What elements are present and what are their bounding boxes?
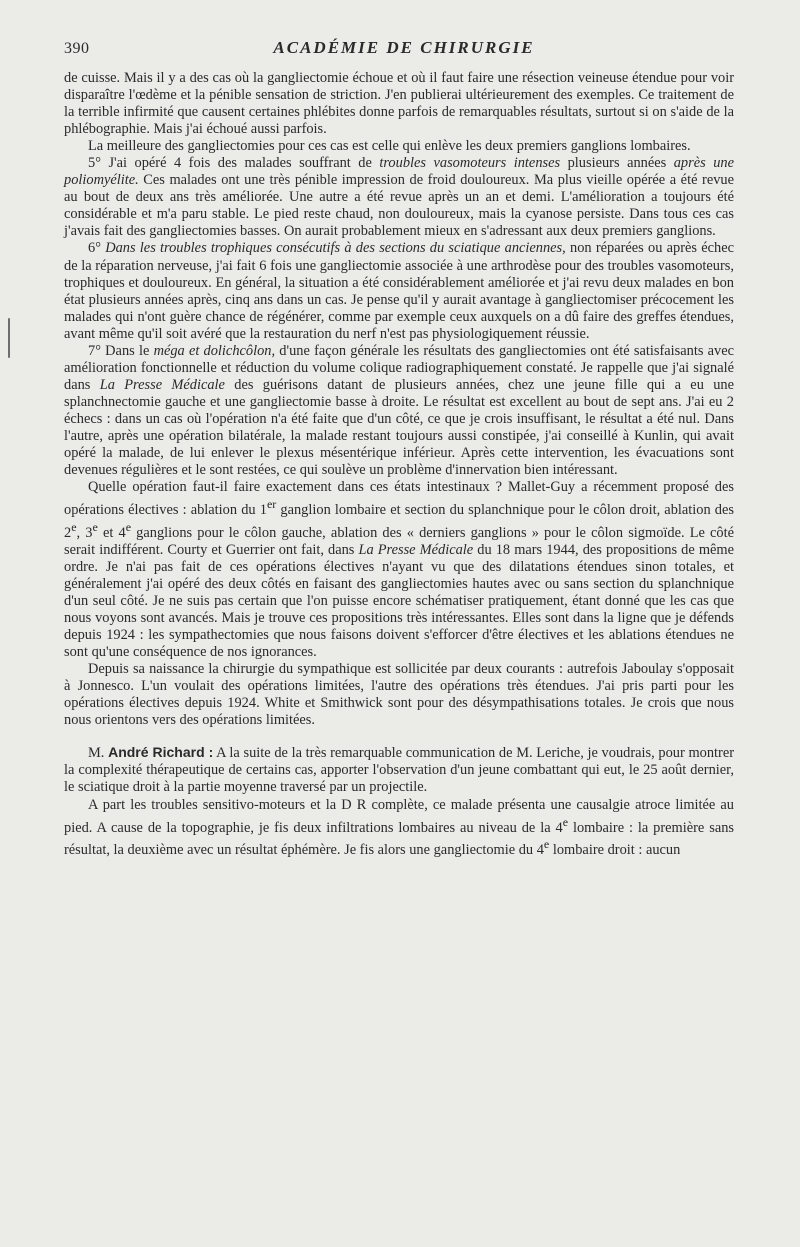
paragraph-8 <box>64 744 734 796</box>
superscript: e <box>92 520 98 535</box>
paragraph-1: de cuisse. Mais il y a des cas où la gangliectomie échoue et où il faut faire une résection veineuse étendue pour voir disparaître l'œdème et la pénible sensation de striction. J'en publierai ultérieurement des exemples. Ce traitement de la terrible infirmité que causent certaines phlébites donne parfois de remarquables résultats, surtout si on s'aide de la phlébographie. Mais j'ai échoué aussi parfois. <box>64 70 734 138</box>
paragraph-9 <box>64 797 734 860</box>
superscript: e <box>543 837 550 852</box>
text-span: 7° Dans le <box>88 342 154 359</box>
text-span: A part les troubles sensitivo-moteurs et la D R complète, ce malade présenta une causalgie atroce limitée au pied. A cause de la topographie, je fis deux infiltrations lombaires au niveau de la 4 <box>64 796 734 836</box>
text-span: lombaire : la première sans résultat, la deuxième avec un résultat éphémère. Je fis alors une gangliectomie du 4 <box>64 819 735 859</box>
speaker-name: André Richard : <box>108 744 214 761</box>
text-span: et 4 <box>97 524 126 541</box>
page-header <box>64 38 744 62</box>
text-span: 5° J'ai opéré 4 fois des malades souffrant de <box>88 155 380 172</box>
page-number: 390 <box>64 40 90 57</box>
text-span: Ces malades ont une très pénible impression de froid douloureux. Ma plus vieille opérée a été revue au bout de deux ans très améliorée. Une autre a été revue après un an et demi. L'amélioration a toujours été considérable et m'a paru stable. Le pied reste chaud, non douloureux, mais la cyanose persiste. Dans tous ces cas j'avais fait des gangliectomies basses. On aurait probablement mieux en s'adressant aux deux premiers ganglions. <box>64 172 734 240</box>
superscript: e <box>562 814 569 829</box>
italic-span: méga et dolichcôlon, <box>153 342 276 359</box>
paragraph-5 <box>64 343 734 479</box>
text-span: non réparées ou après échec de la réparation nerveuse, j'ai fait 6 fois une gangliectomie associée à une arthrodèse pour des troubles vasomoteurs, trophiques et douloureux. En général, la situation a été considérablement améliorée et j'ai revu deux malades en bon état plusieurs années après, cinq ans dans un cas. Je pense qu'il y aurait avantage à gangliectomiser précocement les malades qui n'ont guère chance de régénérer, comme par exemple ceux auxquels on a dû faire des greffes étendues, avant même qu'il soit avéré que la restauration du nerf n'est pas physiologiquement réussie. <box>64 240 734 342</box>
text-span: Quelle opération faut-il faire exactement dans ces états intestinaux ? Mallet-Guy a récemment proposé des opérations électives : ablation du 1 <box>64 479 734 518</box>
text-span: du 18 mars 1944, des propositions de même ordre. Je n'ai pas fait de ces opérations électives n'ayant vu que des dilatations étendues sinon totales, et généralement j'ai opéré des deux côtés en faisant des gangliectomies hautes avec ou sans section du splanchnique d'un seul côté. Je ne suis pas certain que l'on puisse encore schématiser pratiquement, étant donné que les cas que nous voyons sont avancés. Mais je trouve ces propositions très intéressantes. Elles sont dans la ligne que je défends depuis 1924 : les sympathectomies que nous faisons doivent s'efforcer d'être électives et les ablations étendues ne sont qu'une conséquence de nos ignorances. <box>64 541 734 661</box>
paragraph-3 <box>64 155 734 240</box>
italic-span: Dans les troubles trophiques consécutifs à des sections du sciatique anciennes, <box>105 240 566 257</box>
superscript: er <box>266 497 277 512</box>
text-span: ganglion lombaire et section du splanchnique pour le côlon droit, ablation des 2 <box>64 501 734 541</box>
text-span: des guérisons datant de plusieurs années, chez une jeune fille qui a eu une splanchnectomie gauche et une gangliectomie basse à droite. Le résultat est excellent au bout de sept ans. J'ai eu 2 échecs : dans un cas où l'opération n'a été faite que d'un côté, ce que je crois insuffisant, le résultat a été nul. Dans l'autre, après une opération bilatérale, la malade restant toujours aussi constipée, j'ai conseillé à Kunlin, qui avait opéré la malade, de lui enlever le plexus mésentérique inférieur. Après cette intervention, les évacuations sont devenues régulières et le sont restées, ce qui soulève un problème d'innervation bien intéressant. <box>64 376 734 479</box>
text-span: M. <box>88 745 109 762</box>
text-span: , 3 <box>76 524 93 541</box>
text-span: lombaire droit : aucun <box>549 842 681 859</box>
running-title: ACADÉMIE DE CHIRURGIE <box>273 38 535 57</box>
text-span: 6° <box>88 240 106 257</box>
body-text <box>64 70 734 859</box>
superscript: e <box>71 520 77 535</box>
superscript: e <box>125 520 132 535</box>
text-span: ganglions pour le côlon gauche, ablation des « derniers ganglions » pour le côlon sigmoïde. Le côté serait indifférent. Courty et Guerrier ont fait, dans <box>64 524 735 558</box>
text-span: d'une façon générale les résultats des gangliectomies ont été satisfaisants avec amélioration fonctionnelle et réduction du volume colique radiographiquement constaté. Je rappelle que j'ai signalé dans <box>64 342 734 393</box>
paragraph-2: La meilleure des gangliectomies pour ces cas est celle qui enlève les deux premiers ganglions lombaires. <box>88 138 691 155</box>
margin-mark-top <box>8 318 10 358</box>
italic-span: La Presse Médicale <box>99 376 225 393</box>
italic-span: La Presse Médicale <box>358 541 474 558</box>
text-span: plusieurs années <box>560 155 674 172</box>
text-span: A la suite de la très remarquable communication de M. Leriche, je voudrais, pour montrer la complexité thérapeutique de certains cas, apporter l'observation d'un jeune combattant qui eut, le 25 août dernier, le sciatique droit à la partie moyenne traversé par un projectile. <box>64 745 734 796</box>
paragraph-7: Depuis sa naissance la chirurgie du sympathique est sollicitée par deux courants : autrefois Jaboulay s'opposait à Jonnesco. L'un voulait des opérations limitées, l'autre des opérations très étendues. J'ai pris parti pour les opérations électives depuis 1924. White et Smithwick sont pour des désympathisations totales. Je crois que nous nous orientons vers des opérations limitées. <box>64 661 734 729</box>
italic-span: après une poliomyélite. <box>64 155 734 189</box>
paragraph-4 <box>64 240 734 342</box>
italic-span: troubles vasomoteurs intenses <box>379 155 561 172</box>
paragraph-6 <box>64 479 734 661</box>
